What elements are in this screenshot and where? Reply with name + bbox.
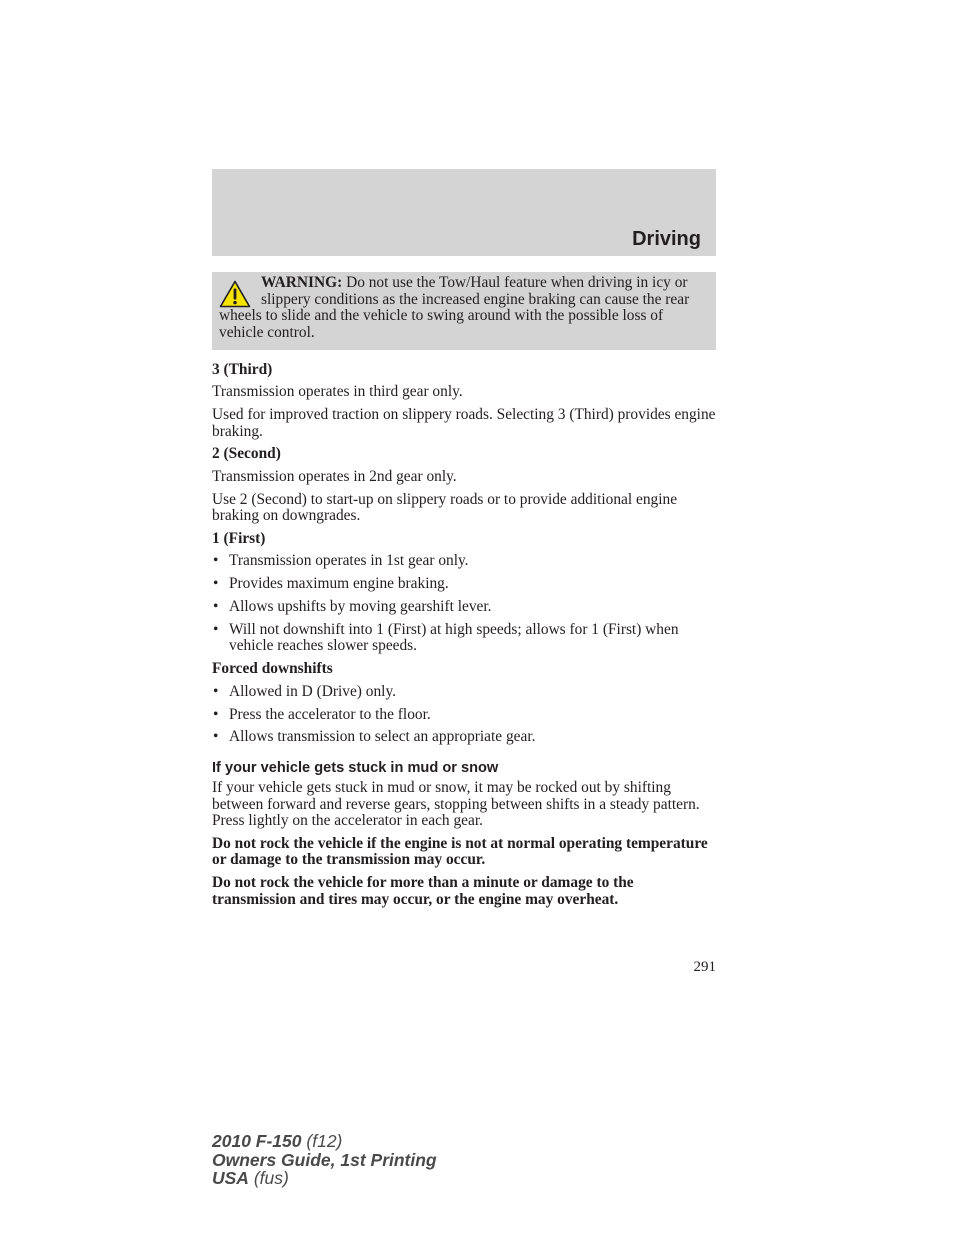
body-content [212, 362, 716, 914]
list-item: • Allowed in D (Drive) only. [213, 682, 396, 700]
first-bullet-list [212, 553, 716, 655]
second-paragraph-2: Use 2 (Second) to start-up on slippery roads or to provide additional engine braking on downgrades. [212, 490, 678, 525]
footer-market: USA [212, 1168, 249, 1188]
list-item: • Allows transmission to select an appropriate gear. [213, 728, 536, 746]
footer-guide-edition: Owners Guide, 1st Printing [212, 1149, 437, 1170]
footer-model: 2010 F-150 [212, 1131, 302, 1151]
heading-second: 2 (Second) [212, 445, 281, 463]
list-item: • Transmission operates in 1st gear only. [213, 552, 469, 570]
heading-first: 1 (First) [212, 529, 266, 547]
warning-label: WARNING: [261, 274, 343, 291]
warning-box [212, 272, 716, 350]
heading-stuck-in-mud: If your vehicle gets stuck in mud or snow [212, 759, 499, 776]
section-header-bar [212, 169, 716, 256]
forced-bullet-list [212, 684, 716, 746]
list-item: • Allows upshifts by moving gearshift lever. [213, 598, 492, 616]
list-item: • Provides maximum engine braking. [213, 575, 449, 593]
list-item: • Press the accelerator to the floor. [213, 705, 431, 723]
heading-third: 3 (Third) [212, 361, 273, 378]
second-paragraph-1: Transmission operates in 2nd gear only. [212, 467, 457, 485]
third-paragraph-1: Transmission operates in third gear only. [212, 383, 463, 401]
list-item: • Will not downshift into 1 (First) at high speeds; allows for 1 (First) when vehicle reaches slower speeds. [213, 620, 679, 655]
footer-market-code: (fus) [253, 1168, 289, 1188]
section-title: Driving [632, 228, 701, 250]
document-footer [212, 1132, 437, 1188]
warning-text [219, 275, 709, 341]
stuck-caution-1: Do not rock the vehicle if the engine is not at normal operating temperature or damage to the transmission may occur. [212, 834, 708, 869]
stuck-paragraph: If your vehicle gets stuck in mud or snow, it may be rocked out by shifting between forward and reverse gears, stopping between shifts in a steady pattern. Press lightly on the accelerator in each gear. [212, 779, 700, 830]
footer-model-code: (f12) [306, 1131, 343, 1151]
heading-forced-downshifts: Forced downshifts [212, 660, 333, 678]
third-paragraph-2: Used for improved traction on slippery roads. Selecting 3 (Third) provides engine braking. [212, 406, 716, 440]
page-number: 291 [693, 959, 716, 975]
warning-body: Do not use the Tow/Haul feature when driving in icy or slippery conditions as the increased engine braking can cause the rear wheels to slide and the vehicle to swing around with the possible loss of vehicle control. [219, 274, 690, 341]
stuck-caution-2: Do not rock the vehicle for more than a minute or damage to the transmission and tires may occur, or the engine may overheat. [212, 874, 634, 908]
